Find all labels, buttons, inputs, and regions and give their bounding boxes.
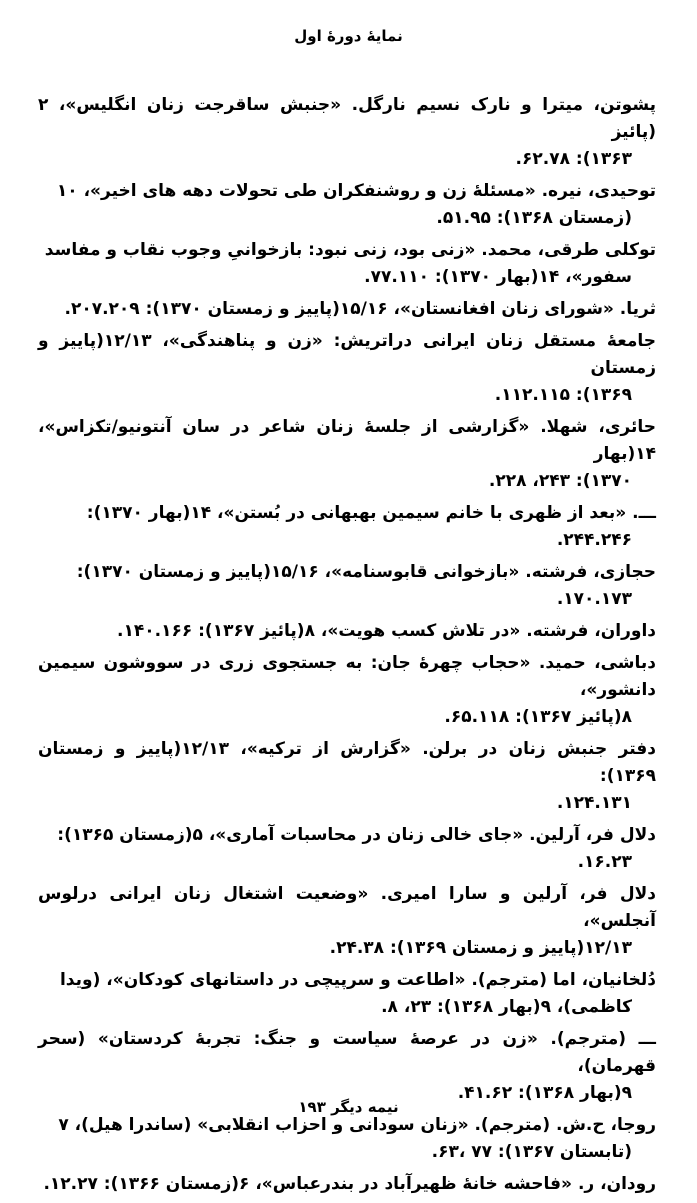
entry-line: دفتر جنبش زنان در برلن. «گزارش از ترکیه»، ۱۲/۱۳(پاییز و زمستان ۱۳۶۹): (38, 739, 657, 786)
bibliography-entry (38, 328, 658, 409)
entry-line: داوران، فرشته. «در تلاش کسب هویت»، ۸(پائیز ۱۳۶۷): ۱۴۰.۱۶۶. (117, 621, 656, 641)
entry-line: ۱۲/۱۳(پاییز و زمستان ۱۳۶۹): ۲۴.۳۸. (329, 938, 632, 958)
bibliography-entry (38, 881, 658, 962)
entry-line: ۱۳۶۹): ۱۱۲.۱۱۵. (494, 385, 632, 405)
bibliography-entry (38, 237, 658, 291)
entry-line: روجا، ح.ش. (مترجم). «زنان سودانی و احزاب انقلابی» (ساندرا هیل)، ۷ (58, 1115, 656, 1135)
entry-line: ۲۴۴.۲۴۶. (556, 530, 632, 550)
entry-line: ۱۶.۲۳. (577, 852, 632, 872)
bibliography-entry (38, 559, 658, 613)
entry-line: دُلخانیان، اما (مترجم). «اطاعت و سرپیچی در داستانهای کودکان»، (ویدا (59, 970, 656, 990)
bibliography-entry (38, 1026, 658, 1107)
bibliography-entry (38, 967, 658, 1021)
entry-line: ۱۳۶۳): ۶۲.۷۸. (515, 149, 632, 169)
entry-line: حجازی، فرشته. «بازخوانی قابوسنامه»، ۱۵/۱۶(پاییز و زمستان ۱۳۷۰): (76, 562, 656, 582)
bibliography-entry (38, 618, 658, 645)
entry-line: ۸(پائیز ۱۳۶۷): ۶۵.۱۱۸. (444, 707, 632, 727)
bibliography-entry (38, 92, 658, 173)
bibliography-entry (38, 1112, 658, 1166)
entry-line: (تابستان ۱۳۶۷): ۷۷ ،۶۳. (431, 1142, 632, 1162)
bibliography-entry (38, 650, 658, 731)
entry-line: ثریا. «شورای زنان افغانستان»، ۱۵/۱۶(پاییز و زمستان ۱۳۷۰): ۲۰۷.۲۰۹. (64, 299, 656, 319)
entry-line: پشوتن، میترا و نارک نسیم نارگل. «جنبش ساقرجت زنان انگلیس»، ۲ (پائیز (38, 95, 656, 142)
entry-line: جامعهٔ مستقل زنان ایرانی دراتریش: «زن و پناهندگی»، ۱۲/۱۳(پاییز و زمستان (38, 331, 656, 378)
page-footer: نیمه دیگر ۱۹۳ (298, 1098, 399, 1116)
entry-line: ـــ. «بعد از ظهری با خانم سیمین بهبهانی در بُستن»، ۱۴(بهار ۱۳۷۰): (86, 503, 656, 523)
entry-line: دلال فر، آرلین. «جای خالی زنان در محاسبات آماری»، ۵(زمستان ۱۳۶۵): (57, 825, 656, 845)
bibliography-entry (38, 1171, 658, 1198)
entry-line: سفور»، ۱۴(بهار ۱۳۷۰): ۷۷.۱۱۰. (364, 267, 632, 287)
entry-line: رودان، ر. «فاحشه خانهٔ ظهیرآباد در بندرعباس»، ۶(زمستان ۱۳۶۶): ۱۲.۲۷. (43, 1174, 656, 1194)
entry-line: حائری، شهلا. «گزارشی از جلسهٔ زنان شاعر در سان آنتونیو/تکزاس»، ۱۴(بهار (38, 417, 656, 464)
entry-line: توحیدی، نیره. «مسئلهٔ زن و روشنفکران طی تحولات دهه های اخیر»، ۱۰ (56, 181, 656, 201)
entry-line: ۹(بهار ۱۳۶۸): ۴۱.۶۲. (457, 1083, 632, 1103)
entry-line: دباشی، حمید. «حجاب چهرهٔ جان: به جستجوی زری در سووشون سیمین دانشور»، (38, 653, 656, 700)
bibliography-entries (38, 92, 658, 1203)
bibliography-entry (38, 736, 658, 817)
entry-line: ۱۷۰.۱۷۳. (556, 589, 632, 609)
bibliography-entry (38, 296, 658, 323)
entry-line: ۱۳۷۰): ۲۴۳، ۲۲۸. (488, 471, 632, 491)
entry-line: (زمستان ۱۳۶۸): ۵۱.۹۵. (436, 208, 632, 228)
bibliography-entry (38, 500, 658, 554)
entry-line: ۱۲۴.۱۳۱. (556, 793, 632, 813)
entry-line: توکلی طرقی، محمد. «زنی بود، زنی نبود: بازخوانیِ وجوب نقاب و مفاسد (44, 240, 656, 260)
running-head: نمایهٔ دورهٔ اول (294, 27, 403, 45)
entry-line: ـــ (مترجم). «زن در عرصهٔ سیاست و جنگ: تجربهٔ کردستان» (سحر قهرمان)، (38, 1029, 656, 1076)
entry-line: کاظمی)، ۹(بهار ۱۳۶۸): ۲۳، ۸. (381, 997, 632, 1017)
bibliography-entry (38, 178, 658, 232)
entry-line: دلال فر، آرلین و سارا امیری. «وضعیت اشتغال زنان ایرانی درلوس آنجلس»، (38, 884, 656, 931)
bibliography-entry (38, 414, 658, 495)
bibliography-entry (38, 822, 658, 876)
